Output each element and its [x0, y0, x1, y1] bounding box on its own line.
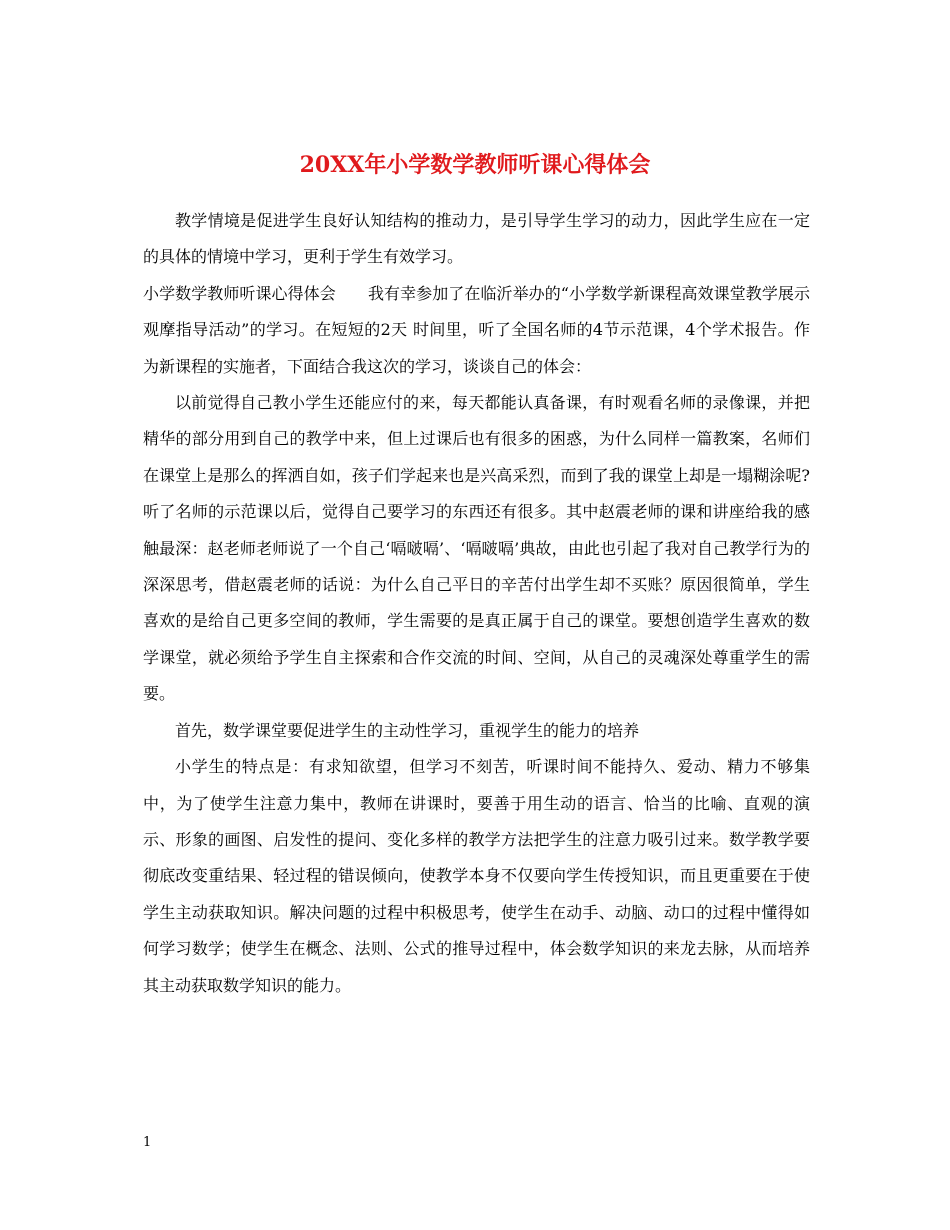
paragraph-student-traits: 小学生的特点是：有求知欲望，但学习不刻苦，听课时间不能持久、爱动、精力不够集中，为了使学生注意力集中，教师在讲课时，要善于用生动的语言、恰当的比喻、直观的演示、形象的画图、启发性的提问、变化多样的教学方法把学生的注意力吸引过来。数学教学要彻底改变重结果、轻过程的错误倾向，使教学本身不仅要向学生传授知识，而且更重要在于使学生主动获取知识。解决问题的过程中积极思考，使学生在动手、动脑、动口的过程中懂得如何学习数学；使学生在概念、法则、公式的推导过程中，体会数学知识的来龙去脉，从而培养其主动获取数学知识的能力。: [143, 757, 810, 995]
paragraph-first-point: 首先，数学课堂要促进学生的主动性学习，重视学生的能力的培养: [175, 720, 640, 740]
paragraph-intro: 教学情境是促进学生良好认知结构的推动力，是引导学生学习的动力，因此学生应在一定的具体的情境中学习，更利于学生有效学习。: [143, 211, 810, 267]
page-number: 1: [143, 1135, 152, 1150]
document-body: [143, 203, 810, 1004]
paragraph-activity: 小学数学教师听课心得体会 我有幸参加了在临沂举办的“小学数学新课程高效课堂教学展示观摩指导活动”的学习。在短短的2天 时间里，听了全国名师的4节示范课，4个学术报告。作为新课程的实施者，下面结合我这次的学习，谈谈自己的体会：: [143, 283, 810, 376]
paragraph-reflection: 以前觉得自己教小学生还能应付的来，每天都能认真备课，有时观看名师的录像课，并把精华的部分用到自己的教学中来，但上过课后也有很多的困惑，为什么同样一篇教案，名师们在课堂上是那么的挥洒自如，孩子们学起来也是兴高采烈，而到了我的课堂上却是一塌糊涂呢?听了名师的示范课以后，觉得自己要学习的东西还有很多。其中赵震老师的课和讲座给我的感触最深：赵老师老师说了一个自己‘嗝啵嗝’、‘嗝啵嗝’典故，由此也引起了我对自己教学行为的深深思考，借赵震老师的话说：为什么自己平日的辛苦付出学生却不买账？原因很简单，学生喜欢的是给自己更多空间的教师，学生需要的是真正属于自己的课堂。要想创造学生喜欢的数学课堂，就必须给予学生自主探索和合作交流的时间、空间，从自己的灵魂深处尊重学生的需要。: [143, 393, 810, 704]
document-title: 20XX年小学数学教师听课心得体会: [299, 151, 651, 178]
